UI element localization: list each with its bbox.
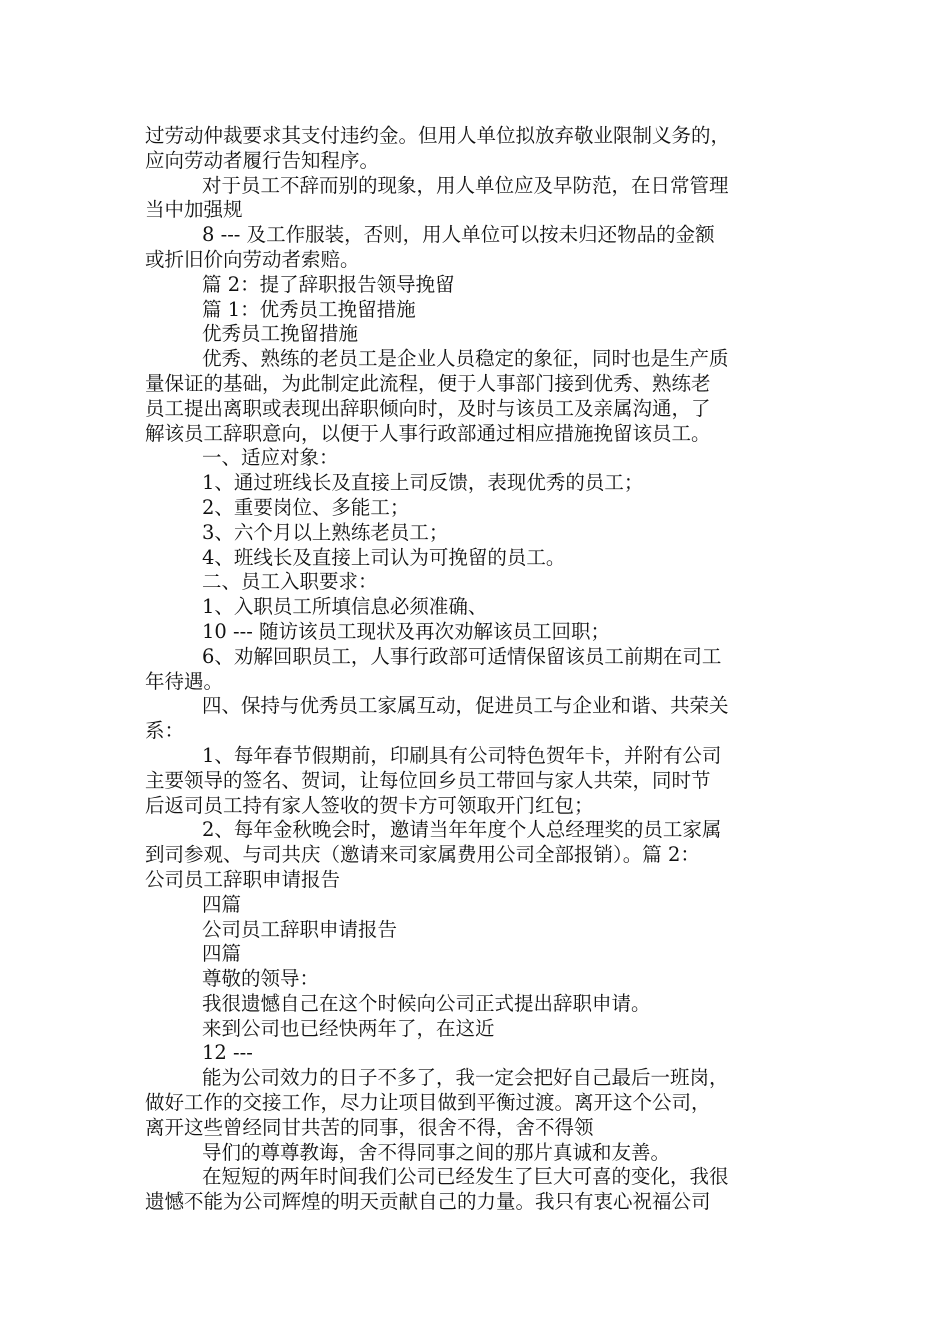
- document-line: 尊敬的领导：: [202, 967, 320, 991]
- document-line: 量保证的基础，为此制定此流程，便于人事部门接到优秀、熟练老: [145, 371, 711, 395]
- document-line: 1、入职员工所填信息必须准确、: [202, 595, 488, 619]
- document-line: 来到公司也已经快两年了，在这近: [202, 1016, 495, 1040]
- document-line: 做好工作的交接工作，尽力让项目做到平衡过渡。离开这个公司，: [145, 1091, 711, 1115]
- document-line: 一、适应对象：: [202, 446, 339, 470]
- document-line: 当中加强规: [145, 198, 243, 222]
- document-line: 篇 2：提了辞职报告领导挽留: [202, 272, 455, 296]
- document-line: 主要领导的签名、贺词，让每位回乡员工带回与家人共荣，同时节: [145, 768, 711, 792]
- document-line: 公司员工辞职申请报告: [202, 917, 398, 941]
- document-line: 4、班线长及直接上司认为可挽留的员工。: [202, 545, 566, 569]
- document-body: [145, 124, 815, 1215]
- document-line: 解该员工辞职意向，以便于人事行政部通过相应措施挽留该员工。: [145, 421, 711, 445]
- document-line: 3、六个月以上熟练老员工；: [202, 520, 449, 544]
- document-line: 四篇: [202, 892, 242, 916]
- document-line: 员工提出离职或表现出辞职倾向时，及时与该员工及亲属沟通，了: [145, 396, 711, 420]
- document-line: 公司员工辞职申请报告: [145, 867, 341, 891]
- document-line: 12 ---: [202, 1041, 253, 1065]
- document-line: 我很遗憾自己在这个时候向公司正式提出辞职申请。: [202, 991, 651, 1015]
- document-line: 优秀、熟练的老员工是企业人员稳定的象征，同时也是生产质: [202, 347, 729, 371]
- document-line: 过劳动仲裁要求其支付违约金。但用人单位拟放弃敬业限制义务的，: [145, 124, 731, 147]
- document-line: 优秀员工挽留措施: [202, 322, 359, 346]
- document-line: 二、员工入职要求：: [202, 570, 378, 594]
- document-line: 四、保持与优秀员工家属互动，促进员工与企业和谐、共荣关: [202, 694, 729, 718]
- document-line: 后返司员工持有家人签收的贺卡方可领取开门红包；: [145, 793, 594, 817]
- document-line: 1、每年春节假期前，印刷具有公司特色贺年卡，并附有公司: [202, 743, 722, 767]
- document-line: 篇 1：优秀员工挽留措施: [202, 297, 416, 321]
- document-line: 对于员工不辞而别的现象，用人单位应及早防范，在日常管理: [202, 173, 729, 197]
- document-line: 2、每年金秋晚会时，邀请当年年度个人总经理奖的员工家属: [202, 818, 722, 842]
- document-line: 1、通过班线长及直接上司反馈，表现优秀的员工；: [202, 471, 644, 495]
- document-line: 能为公司效力的日子不多了，我一定会把好自己最后一班岗，: [202, 1066, 729, 1090]
- document-line: 系：: [145, 719, 185, 743]
- document-line: 6、劝解回职员工，人事行政部可适情保留该员工前期在司工: [202, 644, 722, 668]
- document-line: 在短短的两年时间我们公司已经发生了巨大可喜的变化，我很: [202, 1165, 729, 1189]
- document-line: 或折旧价向劳动者索赔。: [145, 247, 360, 271]
- document-line: 到司参观、与司共庆（邀请来司家属费用公司全部报销）。篇 2：: [145, 843, 700, 867]
- document-line: 10 --- 随访该员工现状及再次劝解该员工回职；: [202, 619, 610, 643]
- document-line: 年待遇。: [145, 669, 224, 693]
- document-line: 导们的尊尊教诲，舍不得同事之间的那片真诚和友善。: [202, 1140, 671, 1164]
- document-line: 2、重要岗位、多能工；: [202, 495, 410, 519]
- document-line: 8 --- 及工作服装，否则，用人单位可以按未归还物品的金额: [202, 223, 715, 247]
- document-line: 四篇: [202, 942, 242, 966]
- document-line: 遗憾不能为公司辉煌的明天贡献自己的力量。我只有衷心祝福公司: [145, 1190, 711, 1214]
- document-line: 应向劳动者履行告知程序。: [145, 148, 380, 172]
- document-line: 离开这些曾经同甘共苦的同事，很舍不得，舍不得领: [145, 1115, 594, 1139]
